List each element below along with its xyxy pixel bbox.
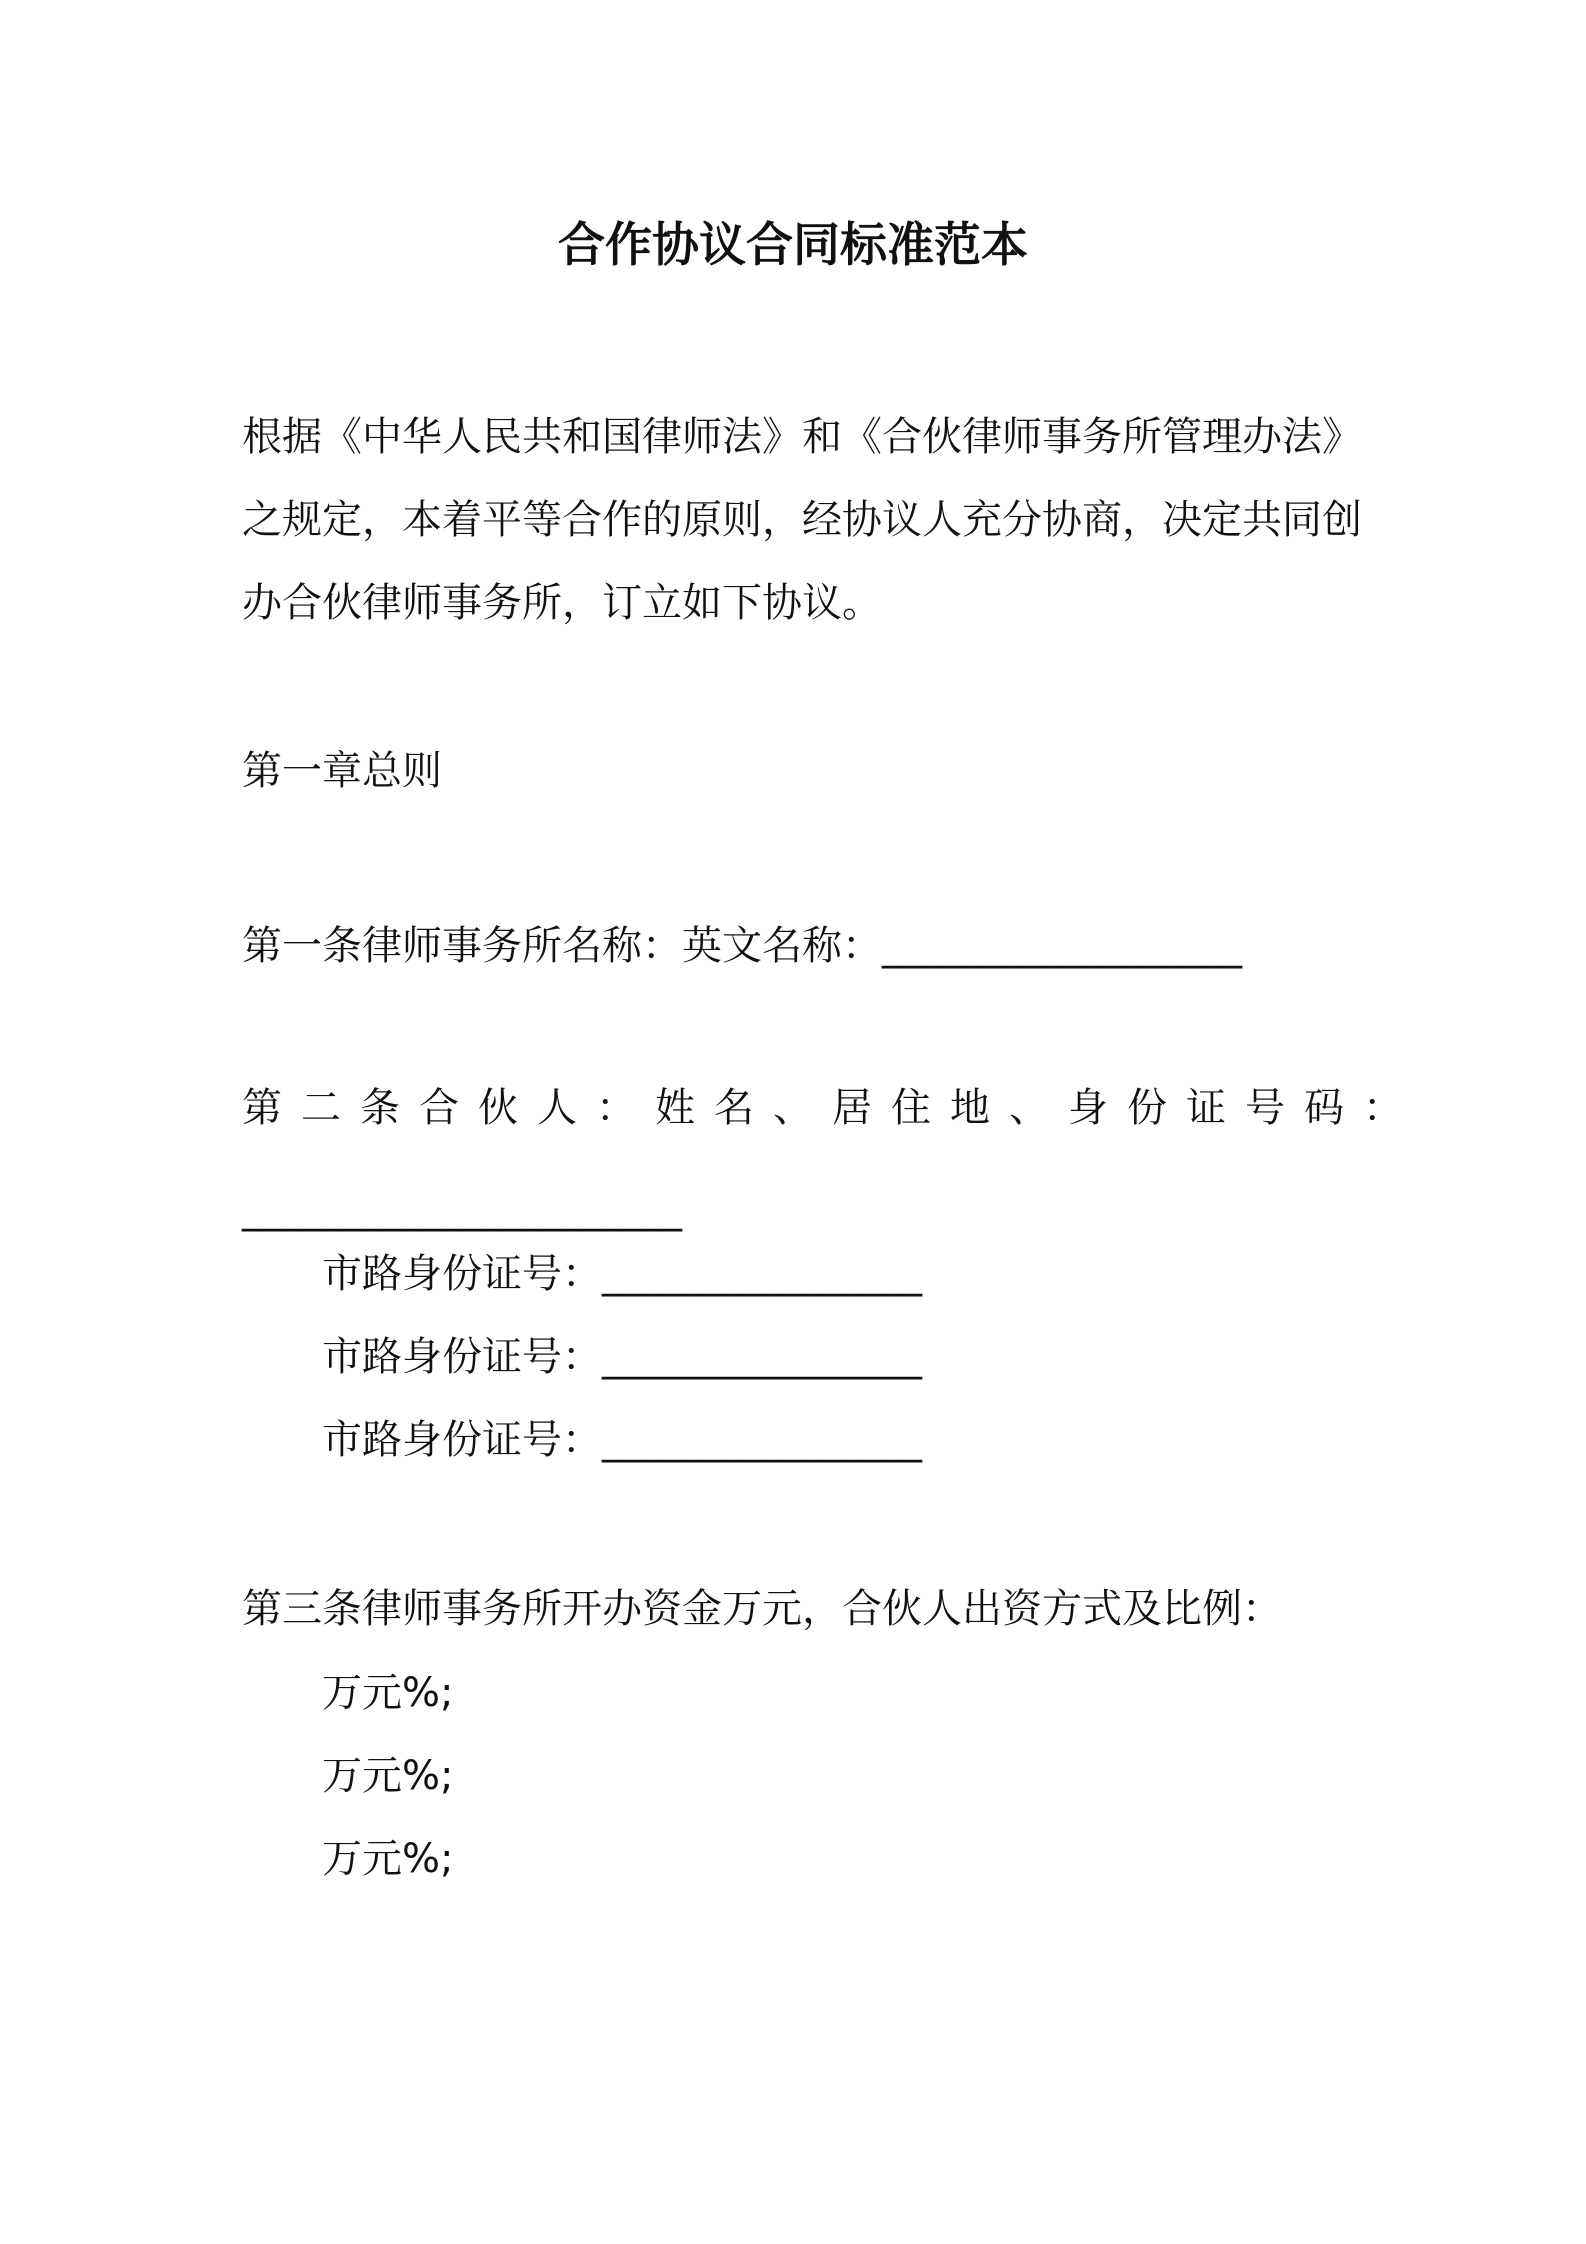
article-2-heading: 第二条合伙人：姓名、居住地、身份证号码： [242, 1085, 1422, 1131]
contribution-line: 万元%; [322, 1670, 454, 1716]
article-3-heading: 第三条律师事务所开办资金万元，合伙人出资方式及比例： [242, 1586, 1282, 1632]
contribution-line: 万元%; [322, 1836, 454, 1882]
chapter-heading: 第一章总则 [242, 748, 442, 794]
document-title: 合作协议合同标准范本 [558, 218, 1028, 273]
partner-id-line: 市路身份证号：________________ [322, 1251, 922, 1297]
contribution-line: 万元%; [322, 1753, 454, 1799]
preamble-line-1: 根据《中华人民共和国律师法》和《合伙律师事务所管理办法》 [242, 414, 1362, 460]
partner-id-line: 市路身份证号：________________ [322, 1417, 922, 1463]
article-2-blank: ______________________ [242, 1186, 682, 1232]
preamble-line-3: 办合伙律师事务所，订立如下协议。 [242, 580, 882, 626]
partner-id-line: 市路身份证号：________________ [322, 1334, 922, 1380]
article-1: 第一条律师事务所名称：英文名称：__________________ [242, 923, 1242, 969]
preamble-line-2: 之规定，本着平等合作的原则，经协议人充分协商，决定共同创 [242, 497, 1362, 543]
